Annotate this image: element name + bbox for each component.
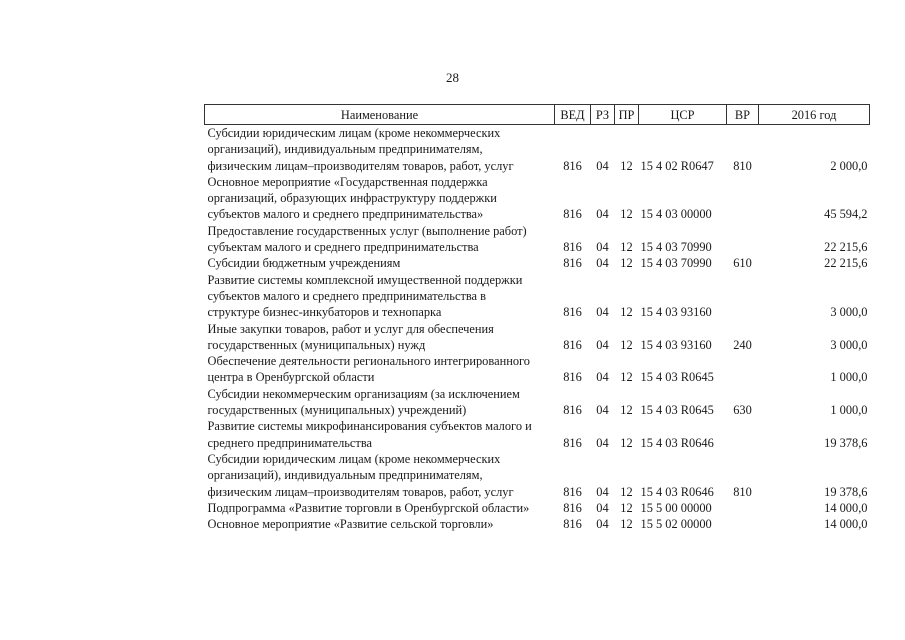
row-vr-code [727,500,759,516]
row-rz-code: 04 [596,158,609,173]
row-amount: 3 000,0 [830,337,868,352]
column-header-pr: ПР [615,105,639,125]
row-name: Субсидии некоммерческим организациям (за исключением государственных (муниципальных) учреждений) [207,386,520,418]
row-amount: 22 215,6 [824,240,868,255]
column-header-year: 2016 год [759,105,870,125]
row-amount: 14 000,0 [824,500,868,515]
row-amount: 45 594,2 [824,207,868,222]
column-header-ved: ВЕД [555,105,591,125]
row-ved-code: 816 [563,370,582,385]
table-row [205,321,870,354]
row-ved-code: 816 [563,158,582,173]
row-pr-code: 12 [620,207,633,222]
row-name: Субсидии юридическим лицам (кроме некоммерческих организаций), индивидуальным предпринимателям, физическим лицам–производителям товаров, работ, услуг [207,126,514,173]
row-ved-code: 816 [563,517,582,532]
row-name: Субсидии юридическим лицам (кроме некоммерческих организаций), индивидуальным предпринимателям, физическим лицам–производителям товаров, работ, услуг [207,451,514,499]
column-header-rz: РЗ [591,105,615,125]
table-row [205,223,870,256]
row-pr-code: 12 [620,370,633,385]
row-rz-code: 04 [596,337,609,352]
table-row [205,174,870,223]
row-pr-code: 12 [620,256,633,271]
row-vr-code [727,418,759,451]
row-pr-code: 12 [620,305,633,320]
row-vr-code: 610 [733,256,752,271]
row-vr-code: 240 [733,337,752,352]
row-csr-code: 15 4 03 70990 [640,256,712,271]
row-amount: 19 378,6 [824,435,868,450]
row-csr-code: 15 5 00 00000 [640,500,712,515]
row-ved-code: 816 [563,207,582,222]
row-name: Предоставление государственных услуг (выполнение работ) субъектам малого и среднего предпринимательства [207,223,527,255]
row-name: Обеспечение деятельности регионального интегрированного центра в Оренбургской области [207,354,530,385]
table-row [205,272,870,321]
row-ved-code: 816 [563,403,582,418]
row-vr-code [727,223,759,256]
row-pr-code: 12 [620,517,633,532]
row-ved-code: 816 [563,337,582,352]
row-ved-code: 816 [563,256,582,271]
table-row [205,500,870,516]
row-rz-code: 04 [596,256,609,271]
table-body [205,125,870,533]
row-vr-code [727,353,759,386]
row-csr-code: 15 4 03 R0645 [640,370,714,385]
row-name: Подпрограмма «Развитие торговли в Оренбургской области» [207,500,530,515]
row-csr-code: 15 4 02 R0647 [640,158,714,173]
row-rz-code: 04 [596,240,609,255]
row-vr-code [727,516,759,532]
row-csr-code: 15 4 03 70990 [640,240,712,255]
row-amount: 14 000,0 [824,517,868,532]
row-name: Развитие системы комплексной имущественной поддержки субъектов малого и среднего предпринимательства в структуре бизнес-инкубаторов и технопарка [207,272,523,320]
row-rz-code: 04 [596,435,609,450]
row-vr-code: 810 [733,158,752,173]
row-vr-code [727,174,759,223]
row-ved-code: 816 [563,484,582,499]
row-csr-code: 15 4 03 93160 [640,305,712,320]
row-name: Основное мероприятие «Государственная поддержка организаций, образующих инфраструктуру поддержки субъектов малого и среднего предпринимательства» [207,174,497,222]
column-header-name: Наименование [205,105,555,125]
table-row [205,353,870,386]
row-rz-code: 04 [596,207,609,222]
row-pr-code: 12 [620,337,633,352]
row-amount: 2 000,0 [830,158,868,173]
row-amount: 3 000,0 [830,305,868,320]
row-amount: 19 378,6 [824,484,868,499]
row-ved-code: 816 [563,500,582,515]
row-amount: 1 000,0 [830,370,868,385]
row-ved-code: 816 [563,305,582,320]
row-name: Развитие системы микрофинансирования субъектов малого и среднего предпринимательства [207,419,532,450]
table-row [205,125,870,174]
row-ved-code: 816 [563,435,582,450]
row-pr-code: 12 [620,435,633,450]
row-name: Субсидии бюджетным учреждениям [207,256,401,271]
table-row [205,418,870,451]
table-row [205,386,870,419]
row-pr-code: 12 [620,158,633,173]
column-header-csr: ЦСР [639,105,727,125]
page-number: 28 [446,70,459,85]
row-pr-code: 12 [620,484,633,499]
row-amount: 1 000,0 [830,403,868,418]
row-csr-code: 15 5 02 00000 [640,517,712,532]
table-row [205,255,870,271]
row-pr-code: 12 [620,240,633,255]
table-header-row [205,105,870,125]
row-vr-code: 810 [733,484,752,499]
row-rz-code: 04 [596,484,609,499]
row-rz-code: 04 [596,500,609,515]
row-csr-code: 15 4 03 00000 [640,207,712,222]
column-header-vr: ВР [727,105,759,125]
row-amount: 22 215,6 [824,256,868,271]
budget-table [204,104,870,532]
row-pr-code: 12 [620,500,633,515]
table-row [205,516,870,532]
row-pr-code: 12 [620,403,633,418]
row-name: Иные закупки товаров, работ и услуг для обеспечения государственных (муниципальных) нужд [207,321,494,352]
row-csr-code: 15 4 03 93160 [640,337,712,352]
row-csr-code: 15 4 03 R0646 [640,435,714,450]
table-row [205,451,870,500]
row-name: Основное мероприятие «Развитие сельской торговли» [207,517,494,532]
row-ved-code: 816 [563,240,582,255]
row-rz-code: 04 [596,517,609,532]
row-rz-code: 04 [596,370,609,385]
row-csr-code: 15 4 03 R0645 [640,403,714,418]
row-vr-code [727,272,759,321]
row-vr-code: 630 [733,403,752,418]
row-csr-code: 15 4 03 R0646 [640,484,714,499]
row-rz-code: 04 [596,403,609,418]
row-rz-code: 04 [596,305,609,320]
